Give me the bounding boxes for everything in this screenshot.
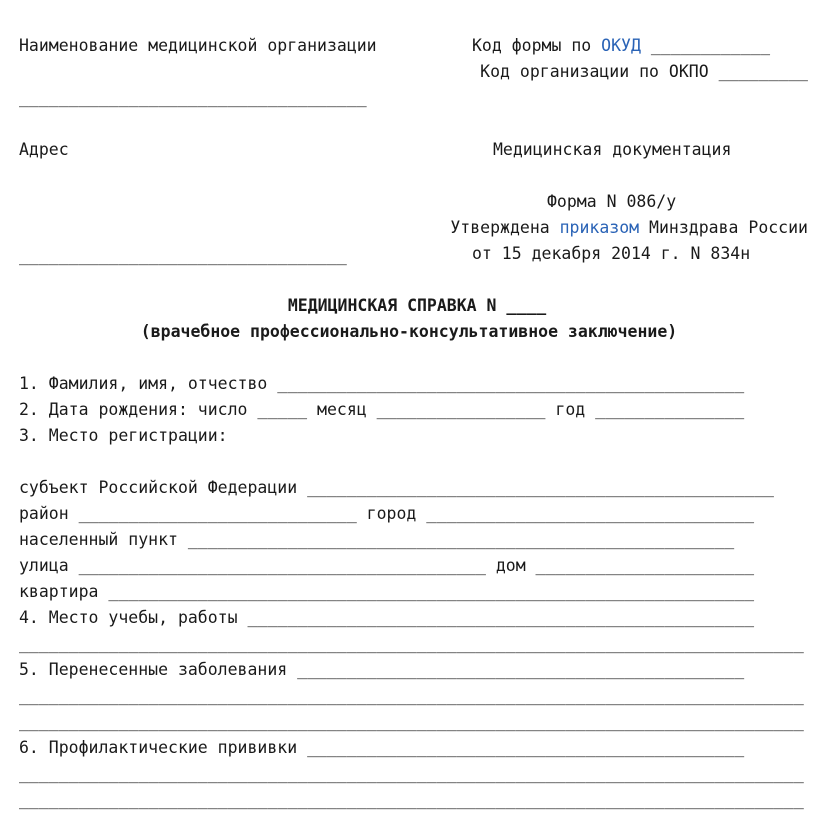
approved-line (400, 218, 808, 238)
field-settlement: населенный пункт _______________________________________________________ (19, 530, 735, 549)
order-link[interactable]: приказом (559, 218, 640, 237)
document-title: МЕДИЦИНСКАЯ СПРАВКА N ____ (287, 296, 547, 315)
address-label: Адрес (19, 140, 69, 159)
approved-prefix: Утверждена (450, 218, 560, 237)
field-diseases: 5. Перенесенные заболевания _____________________________________________ (19, 660, 745, 679)
field-street-house: улица _________________________________________ дом ______________________ (19, 556, 755, 575)
address-blank: _________________________________ (19, 246, 347, 265)
medical-documentation-label: Медицинская документация (493, 140, 732, 159)
field-registration: 3. Место регистрации: (19, 426, 228, 445)
approved-suffix: Минздрава России (639, 218, 808, 237)
field-apartment: квартира _________________________________________________________________ (19, 582, 755, 601)
document-subtitle: (врачебное профессионально-консультативное заключение) (140, 322, 678, 341)
blank-line: _______________________________________________________________________________ (19, 634, 804, 653)
form-number: Форма N 086/у (547, 192, 677, 211)
field-fio: 1. Фамилия, имя, отчество _______________________________________________ (19, 374, 745, 393)
field-vaccinations: 6. Профилактические прививки ____________________________________________ (19, 738, 745, 757)
field-subject: субъект Российской Федерации _______________________________________________ (19, 478, 774, 497)
order-date: от 15 декабря 2014 г. N 834н (472, 244, 751, 263)
org-name-label: Наименование медицинской организации (19, 36, 377, 55)
field-district-city: район ____________________________ город _________________________________ (19, 504, 755, 523)
field-work-study: 4. Место учебы, работы ___________________________________________________ (19, 608, 755, 627)
blank-line: _______________________________________________________________________________ (19, 790, 804, 809)
field-birth-date: 2. Дата рождения: число _____ месяц _________________ год _______________ (19, 400, 745, 419)
blank-line: _______________________________________________________________________________ (19, 712, 804, 731)
org-name-blank: ___________________________________ (19, 88, 367, 107)
okpo-line: Код организации по ОКПО _________ (480, 62, 808, 81)
blank-line: _______________________________________________________________________________ (19, 764, 804, 783)
okud-prefix: Код формы по (472, 36, 602, 55)
blank-line: _______________________________________________________________________________ (19, 686, 804, 705)
okud-line (472, 36, 770, 56)
okud-link[interactable]: ОКУД (601, 36, 641, 55)
okud-blank: ____________ (640, 36, 771, 55)
